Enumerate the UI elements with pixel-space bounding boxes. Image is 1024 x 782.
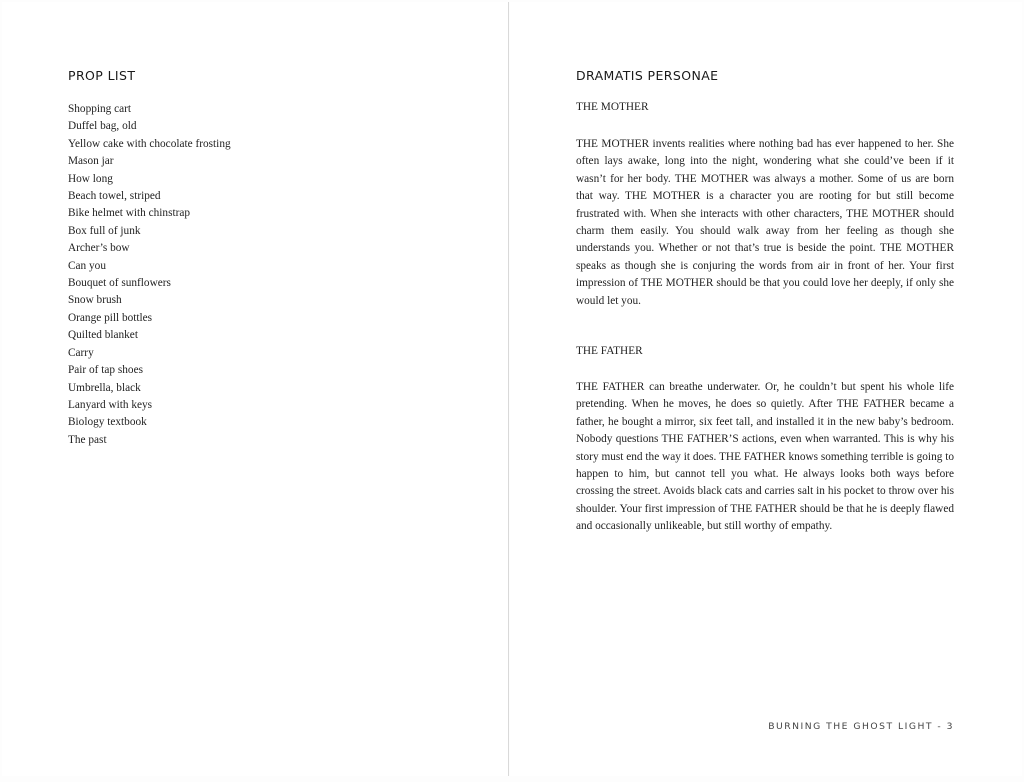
character-name-father: THE FATHER: [576, 345, 643, 357]
left-page: [2, 2, 509, 776]
prop-list-item: Bike helmet with chinstrap: [68, 207, 191, 220]
prop-list-item: Snow brush: [68, 294, 122, 307]
prop-list-item: Duffel bag, old: [68, 120, 137, 133]
prop-list-item: Bouquet of sunflowers: [68, 277, 171, 290]
prop-list-item: The past: [68, 433, 107, 446]
prop-list-item: Carry: [68, 346, 94, 359]
prop-list-item: Beach towel, striped: [68, 190, 161, 203]
right-page: [510, 2, 1022, 776]
prop-list-item: Biology textbook: [68, 416, 147, 429]
prop-list-item: How long: [68, 172, 113, 185]
character-description-mother: THE MOTHER invents realities where nothing bad has ever happened to her. She often lays awake, long into the night, wondering what she could’ve been if it wasn’t for her body. THE MOTHER was always a mother. Some of us are born that way. THE MOTHER is a character you are rooting for but still become frustrated with. When she interacts with other characters, THE MOTHER should charm them easily. You should walk away from her feeling as though she understands you. Whether or not that’s true is beside the point. THE MOTHER speaks as though she is conjuring the words from air in front of her. Your first impression of THE MOTHER should be that you could love her deeply, if only she would let you.: [576, 138, 954, 307]
prop-list-item: Pair of tap shoes: [68, 364, 143, 377]
dramatis-personae-heading: DRAMATIS PERSONAE: [576, 68, 719, 83]
prop-list-heading: PROP LIST: [68, 68, 136, 83]
prop-list-item: Box full of junk: [68, 224, 141, 237]
prop-list-item: Quilted blanket: [68, 329, 138, 342]
character-name-mother: THE MOTHER: [576, 101, 649, 113]
prop-list-item: Shopping cart: [68, 103, 132, 115]
prop-list-item: Archer’s bow: [68, 242, 130, 255]
prop-list-item: Can you: [68, 259, 106, 272]
prop-list-item: Umbrella, black: [68, 381, 141, 394]
prop-list-item: Mason jar: [68, 155, 114, 168]
prop-list-item: Orange pill bottles: [68, 311, 153, 324]
character-description-father: THE FATHER can breathe underwater. Or, he couldn’t but spent his whole life pretending. When he moves, he does so quietly. After THE FATHER became a father, he bought a mirror, six feet tall, and installed it in the new baby’s bedroom. Nobody questions THE FATHER’S actions, even when warranted. This is why his story must end the way it does. THE FATHER knows something terrible is going to happen to him, but cannot tell you what. He always looks both ways before crossing the street. Avoids black cats and carries salt in his pocket to throw over his shoulder. Your first impression of THE FATHER should be that he is deeply flawed and occasionally unlikeable, but still worthy of empathy.: [576, 381, 954, 533]
prop-list-item: Lanyard with keys: [68, 398, 153, 411]
prop-list-item: Yellow cake with chocolate frosting: [68, 137, 231, 150]
prop-list: [68, 101, 231, 449]
page-footer: BURNING THE GHOST LIGHT - 3: [768, 721, 954, 732]
